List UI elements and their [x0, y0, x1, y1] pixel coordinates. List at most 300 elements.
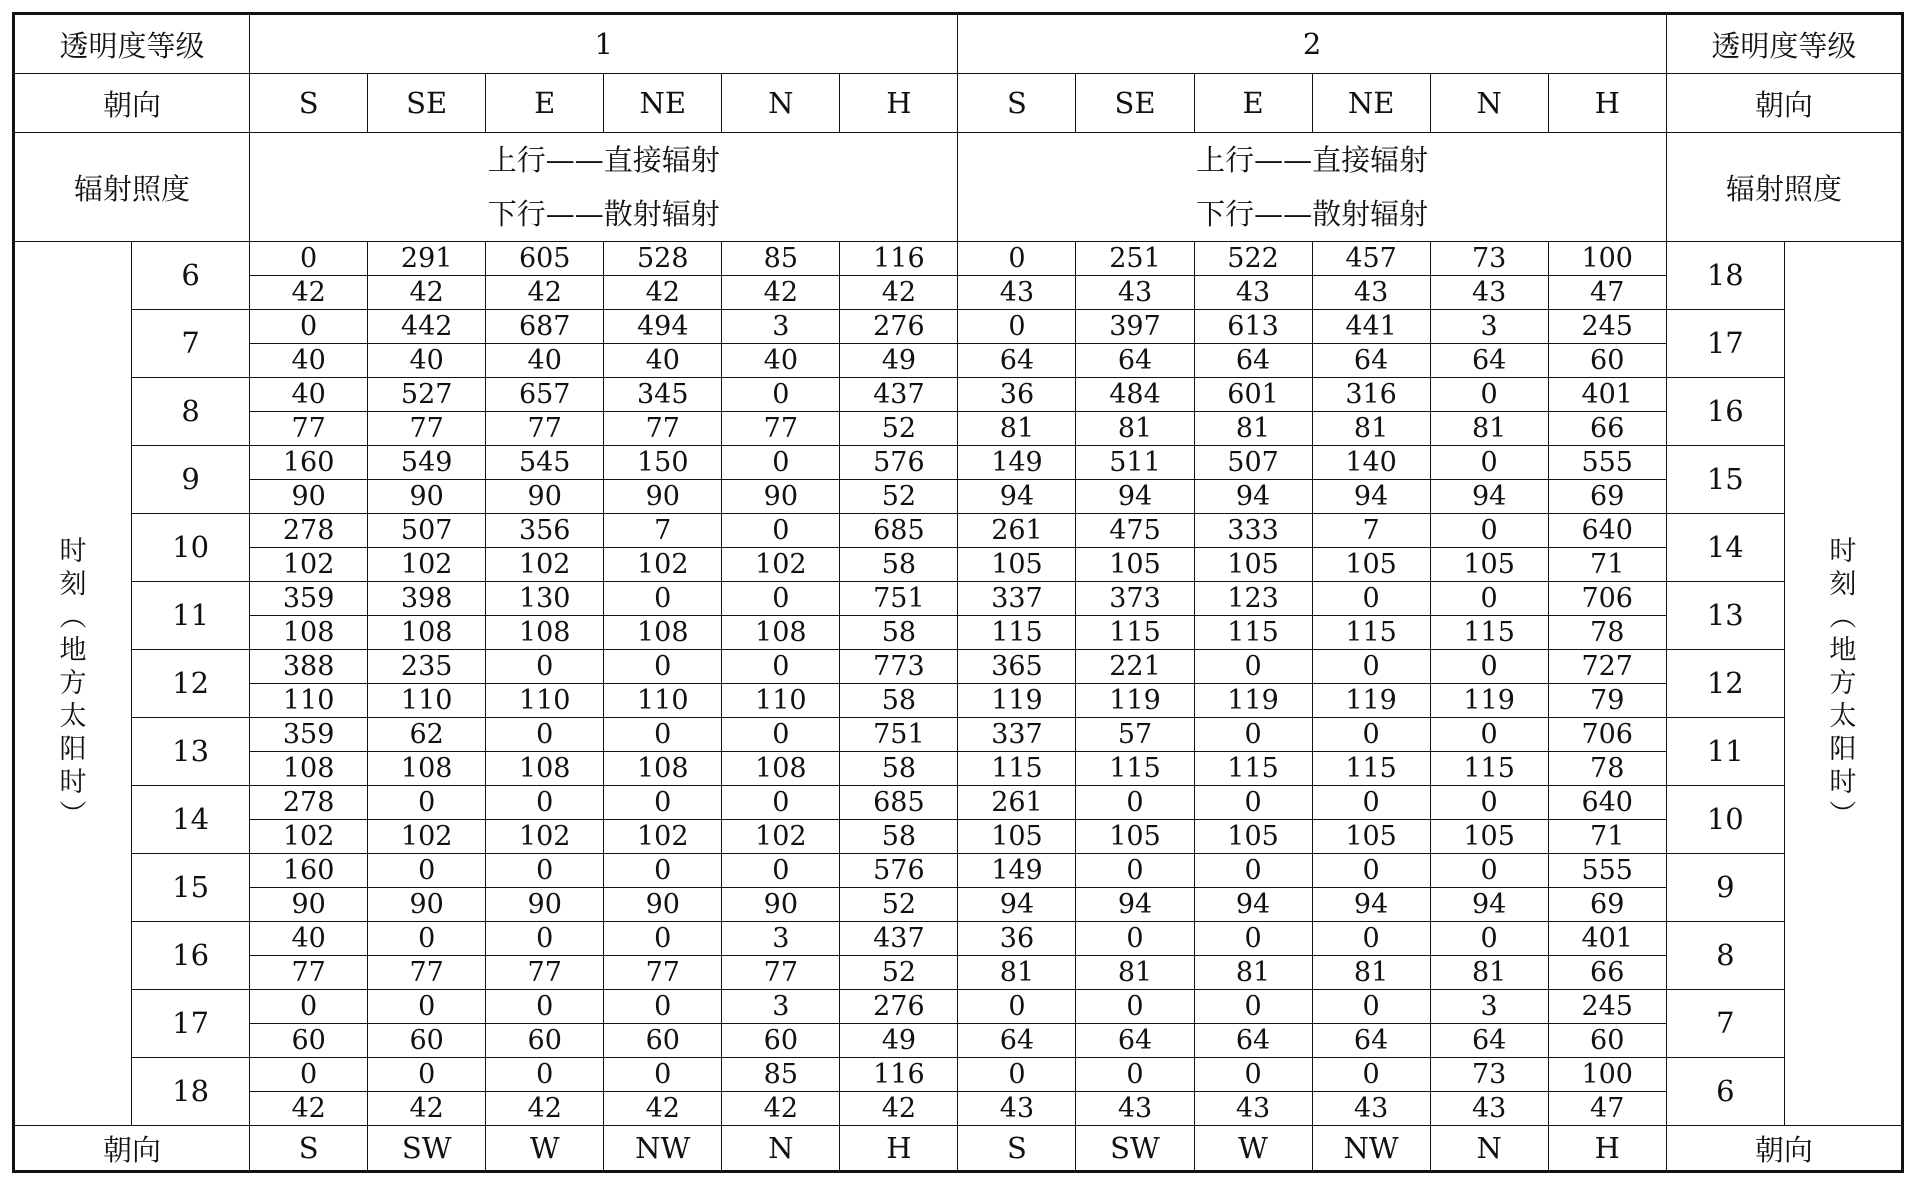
upper-note: 上行——直接辐射 — [487, 143, 720, 177]
direct-value-cell: 0 — [486, 786, 604, 820]
diffuse-value-cell: 110 — [250, 684, 368, 718]
diffuse-value-cell: 64 — [1194, 1024, 1312, 1058]
direct-value-cell: 7 — [604, 514, 722, 548]
diffuse-value-cell: 108 — [604, 752, 722, 786]
diffuse-value-cell: 81 — [1312, 412, 1430, 446]
direct-value-cell: 0 — [250, 310, 368, 344]
direct-value-cell: 0 — [1430, 922, 1548, 956]
diffuse-value-cell: 43 — [1312, 1092, 1430, 1126]
direct-value-cell: 3 — [722, 922, 840, 956]
direct-value-cell: 0 — [486, 650, 604, 684]
diffuse-value-cell: 81 — [958, 956, 1076, 990]
orientation-label-left: 朝向 — [14, 74, 250, 133]
diffuse-value-cell: 78 — [1548, 616, 1666, 650]
diffuse-value-cell: 119 — [1312, 684, 1430, 718]
time-label-char: 刻 — [1829, 569, 1857, 600]
direct-value-cell: 140 — [1312, 446, 1430, 480]
diffuse-value-cell: 60 — [604, 1024, 722, 1058]
diffuse-value-cell: 64 — [1430, 344, 1548, 378]
diffuse-value-cell: 43 — [1430, 276, 1548, 310]
direct-value-cell: 657 — [486, 378, 604, 412]
footer-orientation-cell: H — [840, 1126, 958, 1172]
orientation-label-right: 朝向 — [1666, 74, 1902, 133]
direct-value-cell: 333 — [1194, 514, 1312, 548]
direct-value-cell: 0 — [1430, 378, 1548, 412]
direct-value-cell: 36 — [958, 922, 1076, 956]
direct-value-cell: 0 — [722, 786, 840, 820]
diffuse-value-cell: 60 — [486, 1024, 604, 1058]
direct-value-cell: 123 — [1194, 582, 1312, 616]
diffuse-value-cell: 77 — [250, 956, 368, 990]
direct-value-cell: 0 — [722, 378, 840, 412]
direct-value-cell: 0 — [604, 990, 722, 1024]
direct-value-cell: 441 — [1312, 310, 1430, 344]
diffuse-value-cell: 110 — [722, 684, 840, 718]
direct-value-cell: 401 — [1548, 922, 1666, 956]
diffuse-value-cell: 43 — [1076, 276, 1194, 310]
direct-value-cell: 160 — [250, 854, 368, 888]
direct-value-cell: 0 — [604, 786, 722, 820]
direct-value-cell: 0 — [1312, 922, 1430, 956]
direct-value-cell: 0 — [250, 990, 368, 1024]
direct-value-cell: 640 — [1548, 514, 1666, 548]
direct-value-cell: 0 — [722, 514, 840, 548]
table-row-direct — [14, 310, 1903, 344]
footer-orientation-label-right: 朝向 — [1666, 1126, 1902, 1172]
direct-value-cell: 0 — [486, 922, 604, 956]
direct-value-cell: 555 — [1548, 446, 1666, 480]
direct-value-cell: 398 — [368, 582, 486, 616]
diffuse-value-cell: 102 — [368, 820, 486, 854]
direct-value-cell: 640 — [1548, 786, 1666, 820]
mirror-time-cell: 16 — [1666, 378, 1784, 446]
table-row-diffuse — [14, 412, 1903, 446]
direct-value-cell: 261 — [958, 786, 1076, 820]
direct-value-cell: 0 — [1430, 786, 1548, 820]
direct-value-cell: 40 — [250, 378, 368, 412]
time-cell: 18 — [132, 1058, 250, 1126]
diffuse-value-cell: 110 — [486, 684, 604, 718]
direct-value-cell: 0 — [1194, 990, 1312, 1024]
diffuse-value-cell: 108 — [604, 616, 722, 650]
diffuse-value-cell: 81 — [958, 412, 1076, 446]
diffuse-value-cell: 77 — [250, 412, 368, 446]
diffuse-value-cell: 71 — [1548, 820, 1666, 854]
direct-value-cell: 235 — [368, 650, 486, 684]
footer-orientation-cell: NW — [1312, 1126, 1430, 1172]
orientation-header-cell: NE — [1312, 74, 1430, 133]
table-row-diffuse — [14, 276, 1903, 310]
direct-value-cell: 0 — [1076, 990, 1194, 1024]
diffuse-value-cell: 42 — [840, 276, 958, 310]
table-row-diffuse — [14, 1024, 1903, 1058]
diffuse-value-cell: 102 — [604, 820, 722, 854]
direct-value-cell: 0 — [722, 718, 840, 752]
direct-value-cell: 388 — [250, 650, 368, 684]
diffuse-value-cell: 43 — [1194, 276, 1312, 310]
direct-value-cell: 245 — [1548, 990, 1666, 1024]
diffuse-value-cell: 52 — [840, 888, 958, 922]
diffuse-value-cell: 81 — [1312, 956, 1430, 990]
time-label-char: 方 — [1829, 668, 1857, 699]
footer-orientation-cell: S — [250, 1126, 368, 1172]
direct-value-cell: 0 — [1194, 854, 1312, 888]
direct-value-cell: 0 — [1194, 650, 1312, 684]
diffuse-value-cell: 94 — [1430, 480, 1548, 514]
direct-value-cell: 0 — [722, 650, 840, 684]
diffuse-value-cell: 64 — [958, 1024, 1076, 1058]
time-cell: 15 — [132, 854, 250, 922]
direct-value-cell: 0 — [604, 1058, 722, 1092]
diffuse-value-cell: 90 — [604, 888, 722, 922]
diffuse-value-cell: 69 — [1548, 888, 1666, 922]
direct-value-cell: 0 — [958, 990, 1076, 1024]
diffuse-value-cell: 64 — [958, 344, 1076, 378]
time-label-char: 地 — [59, 635, 87, 666]
footer-orientation-cell: W — [486, 1126, 604, 1172]
table-row-direct — [14, 990, 1903, 1024]
diffuse-value-cell: 94 — [1312, 480, 1430, 514]
table-row-diffuse — [14, 480, 1903, 514]
direct-value-cell: 0 — [368, 990, 486, 1024]
direct-value-cell: 545 — [486, 446, 604, 480]
direct-value-cell: 3 — [1430, 990, 1548, 1024]
time-cell: 14 — [132, 786, 250, 854]
diffuse-value-cell: 90 — [368, 480, 486, 514]
diffuse-value-cell: 81 — [1430, 412, 1548, 446]
diffuse-value-cell: 102 — [604, 548, 722, 582]
lower-note: 下行——散射辐射 — [1196, 197, 1429, 231]
direct-value-cell: 0 — [1312, 990, 1430, 1024]
direct-value-cell: 3 — [722, 990, 840, 1024]
table-row-diffuse — [14, 752, 1903, 786]
time-cell: 12 — [132, 650, 250, 718]
direct-value-cell: 0 — [1076, 786, 1194, 820]
diffuse-value-cell: 119 — [958, 684, 1076, 718]
diffuse-value-cell: 77 — [604, 412, 722, 446]
diffuse-value-cell: 108 — [486, 616, 604, 650]
mirror-time-cell: 17 — [1666, 310, 1784, 378]
direct-value-cell: 0 — [958, 310, 1076, 344]
diffuse-value-cell: 40 — [486, 344, 604, 378]
direct-value-cell: 85 — [722, 242, 840, 276]
mirror-time-cell: 9 — [1666, 854, 1784, 922]
direct-value-cell: 251 — [1076, 242, 1194, 276]
direct-value-cell: 0 — [1312, 854, 1430, 888]
diffuse-value-cell: 115 — [1076, 616, 1194, 650]
diffuse-value-cell: 90 — [486, 888, 604, 922]
diffuse-value-cell: 43 — [1194, 1092, 1312, 1126]
direct-value-cell: 345 — [604, 378, 722, 412]
diffuse-value-cell: 42 — [722, 276, 840, 310]
mirror-time-cell: 8 — [1666, 922, 1784, 990]
time-label-char: 时 — [1829, 767, 1857, 798]
direct-value-cell: 0 — [1312, 1058, 1430, 1092]
footer-orientation-label-left: 朝向 — [14, 1126, 250, 1172]
direct-value-cell: 276 — [840, 310, 958, 344]
direct-value-cell: 62 — [368, 718, 486, 752]
irradiance-label-right: 辐射照度 — [1666, 133, 1902, 242]
footer-orientation-cell: SW — [1076, 1126, 1194, 1172]
diffuse-value-cell: 105 — [958, 548, 1076, 582]
direct-value-cell: 276 — [840, 990, 958, 1024]
diffuse-value-cell: 81 — [1076, 956, 1194, 990]
direct-value-cell: 0 — [368, 1058, 486, 1092]
diffuse-value-cell: 105 — [958, 820, 1076, 854]
diffuse-value-cell: 81 — [1076, 412, 1194, 446]
direct-value-cell: 149 — [958, 446, 1076, 480]
table-row-direct — [14, 718, 1903, 752]
diffuse-value-cell: 105 — [1430, 548, 1548, 582]
diffuse-value-cell: 115 — [1194, 752, 1312, 786]
direct-value-cell: 100 — [1548, 1058, 1666, 1092]
diffuse-value-cell: 94 — [1312, 888, 1430, 922]
direct-value-cell: 57 — [1076, 718, 1194, 752]
time-axis-label-right — [1784, 242, 1902, 1126]
direct-value-cell: 0 — [1194, 786, 1312, 820]
direct-value-cell: 0 — [1194, 718, 1312, 752]
direct-value-cell: 116 — [840, 242, 958, 276]
diffuse-value-cell: 102 — [486, 820, 604, 854]
direct-value-cell: 359 — [250, 718, 368, 752]
orientation-header-cell: H — [840, 74, 958, 133]
footer-row-orientation — [14, 1126, 1903, 1172]
direct-value-cell: 773 — [840, 650, 958, 684]
diffuse-value-cell: 52 — [840, 956, 958, 990]
direct-value-cell: 507 — [368, 514, 486, 548]
direct-value-cell: 337 — [958, 582, 1076, 616]
direct-value-cell: 706 — [1548, 718, 1666, 752]
diffuse-value-cell: 77 — [486, 412, 604, 446]
direct-value-cell: 0 — [722, 854, 840, 888]
diffuse-value-cell: 105 — [1312, 548, 1430, 582]
diffuse-value-cell: 43 — [1312, 276, 1430, 310]
time-cell: 7 — [132, 310, 250, 378]
direct-value-cell: 0 — [958, 1058, 1076, 1092]
direct-value-cell: 727 — [1548, 650, 1666, 684]
orientation-header-cell: E — [1194, 74, 1312, 133]
table-container — [12, 12, 1904, 1173]
diffuse-value-cell: 58 — [840, 616, 958, 650]
direct-value-cell: 522 — [1194, 242, 1312, 276]
direct-value-cell: 160 — [250, 446, 368, 480]
diffuse-value-cell: 49 — [840, 344, 958, 378]
direct-value-cell: 0 — [1312, 786, 1430, 820]
direct-value-cell: 0 — [1430, 650, 1548, 684]
mirror-time-cell: 13 — [1666, 582, 1784, 650]
direct-value-cell: 0 — [368, 922, 486, 956]
diffuse-value-cell: 108 — [368, 616, 486, 650]
grade-2-heading: 2 — [958, 14, 1666, 74]
time-axis-label-left — [14, 242, 132, 1126]
diffuse-value-cell: 94 — [1194, 888, 1312, 922]
diffuse-value-cell: 110 — [604, 684, 722, 718]
direct-value-cell: 507 — [1194, 446, 1312, 480]
direct-value-cell: 245 — [1548, 310, 1666, 344]
time-cell: 11 — [132, 582, 250, 650]
direct-value-cell: 359 — [250, 582, 368, 616]
table-row-direct — [14, 378, 1903, 412]
time-label-char: ︶ — [59, 800, 87, 831]
direct-value-cell: 0 — [604, 854, 722, 888]
diffuse-value-cell: 105 — [1194, 820, 1312, 854]
diffuse-value-cell: 105 — [1430, 820, 1548, 854]
direct-value-cell: 457 — [1312, 242, 1430, 276]
diffuse-value-cell: 58 — [840, 752, 958, 786]
header-row-orientation — [14, 74, 1903, 133]
direct-value-cell: 316 — [1312, 378, 1430, 412]
diffuse-value-cell: 94 — [958, 480, 1076, 514]
grade-1-note — [250, 133, 958, 242]
time-label-char: ︶ — [1829, 800, 1857, 831]
mirror-time-cell: 14 — [1666, 514, 1784, 582]
direct-value-cell: 751 — [840, 582, 958, 616]
diffuse-value-cell: 115 — [1430, 616, 1548, 650]
table-row-direct — [14, 854, 1903, 888]
diffuse-value-cell: 77 — [368, 956, 486, 990]
diffuse-value-cell: 60 — [722, 1024, 840, 1058]
diffuse-value-cell: 42 — [604, 1092, 722, 1126]
direct-value-cell: 0 — [722, 582, 840, 616]
direct-value-cell: 278 — [250, 786, 368, 820]
diffuse-value-cell: 102 — [250, 820, 368, 854]
direct-value-cell: 0 — [368, 786, 486, 820]
direct-value-cell: 0 — [1430, 718, 1548, 752]
direct-value-cell: 149 — [958, 854, 1076, 888]
diffuse-value-cell: 60 — [250, 1024, 368, 1058]
direct-value-cell: 116 — [840, 1058, 958, 1092]
table-row-diffuse — [14, 956, 1903, 990]
diffuse-value-cell: 42 — [368, 1092, 486, 1126]
diffuse-value-cell: 43 — [958, 276, 1076, 310]
direct-value-cell: 0 — [1312, 650, 1430, 684]
diffuse-value-cell: 58 — [840, 820, 958, 854]
diffuse-value-cell: 42 — [840, 1092, 958, 1126]
diffuse-value-cell: 115 — [1312, 752, 1430, 786]
diffuse-value-cell: 115 — [1312, 616, 1430, 650]
diffuse-value-cell: 60 — [1548, 1024, 1666, 1058]
diffuse-value-cell: 108 — [250, 616, 368, 650]
diffuse-value-cell: 77 — [722, 412, 840, 446]
diffuse-value-cell: 105 — [1076, 820, 1194, 854]
direct-value-cell: 0 — [250, 1058, 368, 1092]
diffuse-value-cell: 94 — [1194, 480, 1312, 514]
diffuse-value-cell: 119 — [1076, 684, 1194, 718]
direct-value-cell: 365 — [958, 650, 1076, 684]
direct-value-cell: 706 — [1548, 582, 1666, 616]
direct-value-cell: 687 — [486, 310, 604, 344]
grade-label-right: 透明度等级 — [1666, 14, 1902, 74]
diffuse-value-cell: 64 — [1430, 1024, 1548, 1058]
diffuse-value-cell: 43 — [958, 1092, 1076, 1126]
orientation-header-cell: S — [958, 74, 1076, 133]
direct-value-cell: 0 — [1312, 582, 1430, 616]
footer-orientation-cell: N — [722, 1126, 840, 1172]
direct-value-cell: 401 — [1548, 378, 1666, 412]
time-label-char: 地 — [1829, 635, 1857, 666]
orientation-header-cell: SE — [368, 74, 486, 133]
irradiance-label-left: 辐射照度 — [14, 133, 250, 242]
diffuse-value-cell: 77 — [486, 956, 604, 990]
direct-value-cell: 475 — [1076, 514, 1194, 548]
direct-value-cell: 0 — [486, 718, 604, 752]
time-label-char: 太 — [59, 701, 87, 732]
direct-value-cell: 73 — [1430, 1058, 1548, 1092]
diffuse-value-cell: 71 — [1548, 548, 1666, 582]
diffuse-value-cell: 60 — [1548, 344, 1666, 378]
diffuse-value-cell: 81 — [1194, 956, 1312, 990]
direct-value-cell: 527 — [368, 378, 486, 412]
orientation-header-cell: S — [250, 74, 368, 133]
direct-value-cell: 373 — [1076, 582, 1194, 616]
direct-value-cell: 0 — [604, 922, 722, 956]
diffuse-value-cell: 60 — [368, 1024, 486, 1058]
orientation-header-cell: H — [1548, 74, 1666, 133]
direct-value-cell: 278 — [250, 514, 368, 548]
diffuse-value-cell: 108 — [722, 752, 840, 786]
diffuse-value-cell: 52 — [840, 412, 958, 446]
direct-value-cell: 605 — [486, 242, 604, 276]
grade-label-left: 透明度等级 — [14, 14, 250, 74]
diffuse-value-cell: 102 — [722, 548, 840, 582]
diffuse-value-cell: 94 — [1076, 888, 1194, 922]
diffuse-value-cell: 77 — [604, 956, 722, 990]
table-row-diffuse — [14, 684, 1903, 718]
diffuse-value-cell: 43 — [1076, 1092, 1194, 1126]
diffuse-value-cell: 40 — [250, 344, 368, 378]
direct-value-cell: 85 — [722, 1058, 840, 1092]
direct-value-cell: 337 — [958, 718, 1076, 752]
diffuse-value-cell: 90 — [250, 888, 368, 922]
diffuse-value-cell: 102 — [722, 820, 840, 854]
direct-value-cell: 100 — [1548, 242, 1666, 276]
diffuse-value-cell: 47 — [1548, 1092, 1666, 1126]
time-cell: 13 — [132, 718, 250, 786]
diffuse-value-cell: 81 — [1194, 412, 1312, 446]
time-label-char: 阳 — [1829, 734, 1857, 765]
diffuse-value-cell: 94 — [958, 888, 1076, 922]
solar-radiation-table — [12, 12, 1904, 1173]
direct-value-cell: 397 — [1076, 310, 1194, 344]
direct-value-cell: 73 — [1430, 242, 1548, 276]
grade-2-note — [958, 133, 1666, 242]
diffuse-value-cell: 49 — [840, 1024, 958, 1058]
diffuse-value-cell: 110 — [368, 684, 486, 718]
direct-value-cell: 150 — [604, 446, 722, 480]
direct-value-cell: 0 — [486, 1058, 604, 1092]
diffuse-value-cell: 115 — [958, 616, 1076, 650]
time-label-char: ︵ — [59, 602, 87, 633]
time-label-char: 刻 — [59, 569, 87, 600]
direct-value-cell: 0 — [1076, 1058, 1194, 1092]
diffuse-value-cell: 78 — [1548, 752, 1666, 786]
time-label-char: 阳 — [59, 734, 87, 765]
orientation-header-cell: SE — [1076, 74, 1194, 133]
diffuse-value-cell: 94 — [1430, 888, 1548, 922]
direct-value-cell: 437 — [840, 378, 958, 412]
direct-value-cell: 528 — [604, 242, 722, 276]
diffuse-value-cell: 77 — [722, 956, 840, 990]
direct-value-cell: 36 — [958, 378, 1076, 412]
diffuse-value-cell: 90 — [250, 480, 368, 514]
diffuse-value-cell: 108 — [722, 616, 840, 650]
time-cell: 6 — [132, 242, 250, 310]
diffuse-value-cell: 105 — [1312, 820, 1430, 854]
table-row-diffuse — [14, 344, 1903, 378]
diffuse-value-cell: 52 — [840, 480, 958, 514]
footer-orientation-cell: SW — [368, 1126, 486, 1172]
table-row-direct — [14, 514, 1903, 548]
